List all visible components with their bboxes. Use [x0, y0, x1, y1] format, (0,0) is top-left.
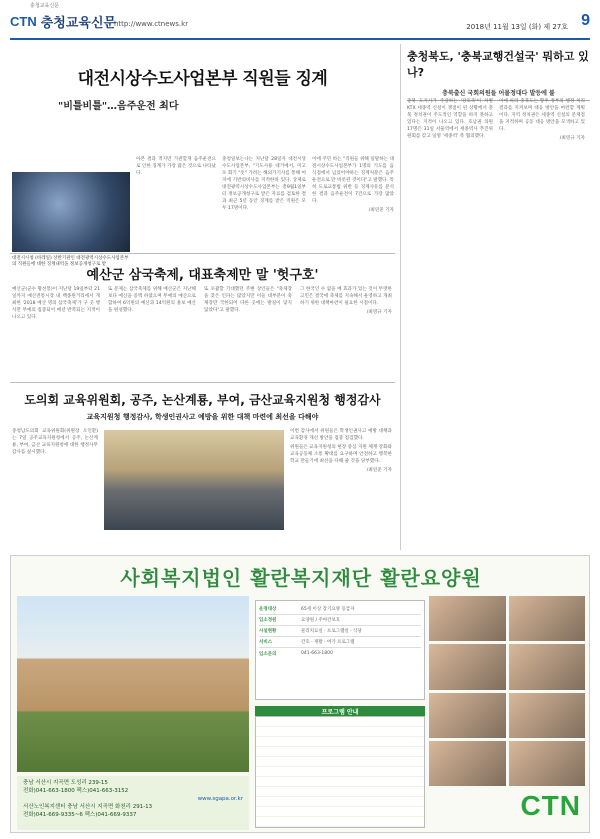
article-column: 이번 감사에서 위원들은 학생인권사고 예방 대책과 교육환경 개선 방안을 집중 점검했다. 위원들은 교육지원청의 현장 중심 지원 체계 강화와 교육공동체 소통 확대를 요구하며 안전하고 행복한 학교 만들기에 최선을 다해 줄 것을 당부했다. /최연준 기자 [290, 429, 392, 473]
article-headline: 예산군 삼국축제, 대표축제만 말 '헛구호' [86, 268, 319, 283]
info-row: 서비스 간호 · 재활 · 여가 프로그램 [259, 637, 421, 648]
issue-date: 2018년 11월 13일 (화) 제 27호 [466, 23, 568, 31]
program-schedule-table [255, 716, 425, 828]
article-column: 또 포괄할 기대했던 주변 상인들은 "축제장을 찾은 인파는 많았지만 이들 대부분이 축제장만 국한되어 다른 곳에는 발길이 닿지 않았다"고 말했다. [204, 287, 292, 313]
article-column: 아본 결과 적지만 가관할게 음주운전으로 인한 징계가 가장 많은 것으로 나타났다. [136, 157, 216, 176]
logo-ctn: CTN [10, 14, 37, 29]
logo-subtitle: 충청교육신문 [30, 3, 59, 9]
site-url[interactable]: http://www.ctnews.kr [114, 20, 189, 28]
masthead [10, 3, 590, 40]
ad-address: 충남 서산시 지곡면 도성리 239-15 [23, 780, 108, 786]
ad-center-address: 서산노인복지센터 충남 서산시 지곡면 화천리 291-13 [23, 804, 153, 810]
ad-photo [429, 693, 506, 738]
article-subheadline: 교육지원청 행정감사, 학생인권사고 예방을 위한 대책 마련에 최선을 다해야 [86, 413, 319, 421]
ad-photo [509, 644, 586, 689]
info-row: 입소정원 요양원 / 주야간보호 [259, 615, 421, 626]
article-water-authority [10, 44, 395, 267]
program-title: 프로그램 안내 [255, 706, 425, 717]
ad-title: 사회복지법인 활란복지재단 활란요양원 [120, 566, 482, 590]
article-column: 충청일보는나는 지난달 28일자 대전시상수도사업본부, "기도사용 대거에서, 미고포 회기 "옷" 가려는 해외가기사를 통해 여지에 기반의비사를 지적한바 있다. 상제로 대전광역시상수도사업본부는 총9월1일부터 정보공개청구로 받은 자료를 검토한 결과 최근 5년 동안 징계를 받은 직원은 모두 17명이다. [222, 157, 306, 211]
ad-photo-grid [429, 596, 585, 786]
advertisement-nursing-home[interactable] [10, 555, 590, 833]
ad-photo [429, 644, 506, 689]
article-subheadline: 충북출신 국회의원들 어물정대다 발등에 불 [407, 88, 590, 101]
info-row: 운영대상 65세 이상 장기요양 등급자 [259, 604, 421, 615]
ad-phone: 전화)041-663-1800 팩스)041-663-3152 [23, 788, 129, 794]
article-column: 이에 따라 충북도는 향후 정부의 행정 처리 결과를 지켜보며 대응 방안을 마련할 계획이다. 지역 정치권은 세종역 신설의 문제점을 지적하며 공동 대응 방안을 모색하고 있다. /최영규 기자 [499, 99, 585, 141]
article-column: 충청남도의회 교육위원회(위원장 오인환)는 7일 공주교육지원청에서 공주, 논산계룡, 부여, 금산 교육지원청에 대한 행정사무감사를 실시했다. [12, 429, 98, 455]
article-photo [104, 430, 284, 530]
ad-photo [429, 741, 506, 786]
logo-name: 충청교육신문 [40, 16, 117, 31]
ad-info-table [255, 600, 425, 700]
article-column: 충북 도지사가 주장하는 '강호축'이 차별 KTX 세종역 신설이 쟁점이 된 상황에서 충북 정치권이 주도적인 역할을 하지 못하고 있다는 지적이 나오고 있다. 호남권 의원 17명은 31일 서울역에서 세종역사 추진위원회를 갖고 일명 '세종역' 촉 협의했다. [407, 99, 493, 139]
page-number: 9 [581, 12, 590, 29]
info-row: 입소문의 041-663-1800 [259, 651, 333, 657]
ad-website[interactable]: www.sgapa.or.kr [197, 796, 243, 802]
byline: /최영규 기자 [559, 136, 585, 141]
ad-center-phone: 전화)041-669-9335~6 팩스)041-669-9337 [23, 812, 137, 818]
ad-photo [509, 693, 586, 738]
article-chungbuk [400, 44, 590, 550]
article-column: 또 문제는 삼국축제를 위해 예산군은 지난해보다 예산을 증액 하였으며 무예의 예산으로 합하여 6억원의 예산과 14억원의 홍보 예산을 편성했다. [108, 287, 196, 313]
byline: /최연준 기자 [368, 208, 394, 213]
byline: /최영규 기자 [366, 310, 392, 315]
article-column: 예산군(군수 황선봉)이 지난달 19일부터 21일까지 예산전통시장 내 백종원거리에서 개최한 '2018 예산 명의 삼국축제'가 구 곳 행사만 무예의 집중되어 매년 반복되는 지적이 나오고 있다. [12, 287, 100, 320]
article-yesan-festival [10, 258, 395, 383]
newspaper-logo[interactable] [10, 12, 116, 31]
ad-contact-box [17, 776, 249, 830]
ad-photo [429, 596, 506, 641]
article-headline: 도의회 교육위원회, 공주, 논산계룡, 부여, 금산교육지원청 행정감사 [24, 393, 381, 407]
byline: /최연준 기자 [366, 468, 392, 473]
ad-photo [509, 741, 586, 786]
article-headline: 충청북도, '충북교행건설국' 뭐하고 있나? [407, 50, 589, 79]
photo-caption: 대전시시청 (바레일) 상반기관인 대전광역시상수도사업본부의 직원들에 대한 징계내역을 정보공개청구로 받 [12, 256, 129, 267]
building-photo [17, 596, 249, 772]
article-photo [12, 172, 130, 252]
article-column: 그 한국인 수 없을 예 효과가 있는 것이 뚜렷한 고민은 결국에 축제를 지속해서 운영하고 개최하기 위한 대책마련이 필요한 시점이다. /최영규 기자 [300, 287, 392, 315]
ctn-logo-badge: CTN [520, 790, 581, 821]
article-subheadline: "비틀비틀"…음주운전 최다 [58, 101, 179, 112]
article-education-committee [10, 388, 395, 550]
article-column: 이에 주민 바는 "직원들 위해 일탈하는 대전시상수도사업본부가 1명의 기도를 음식점에서 넘었어야하는 징계처분은 음주운전으로 만 비롯된 것이다"고 말했다. 특히 도로교통법 위반 등 징계사유를 분석한 결과 음주운전이 7건으로 가장 많았다. /최연준 기자 [312, 157, 394, 213]
info-row: 시설현황 물리치료실 · 프로그램실 · 식당 [259, 626, 421, 637]
ad-photo [509, 596, 586, 641]
article-headline: 대전시상수도사업본부 직원들 징계 [77, 69, 328, 89]
